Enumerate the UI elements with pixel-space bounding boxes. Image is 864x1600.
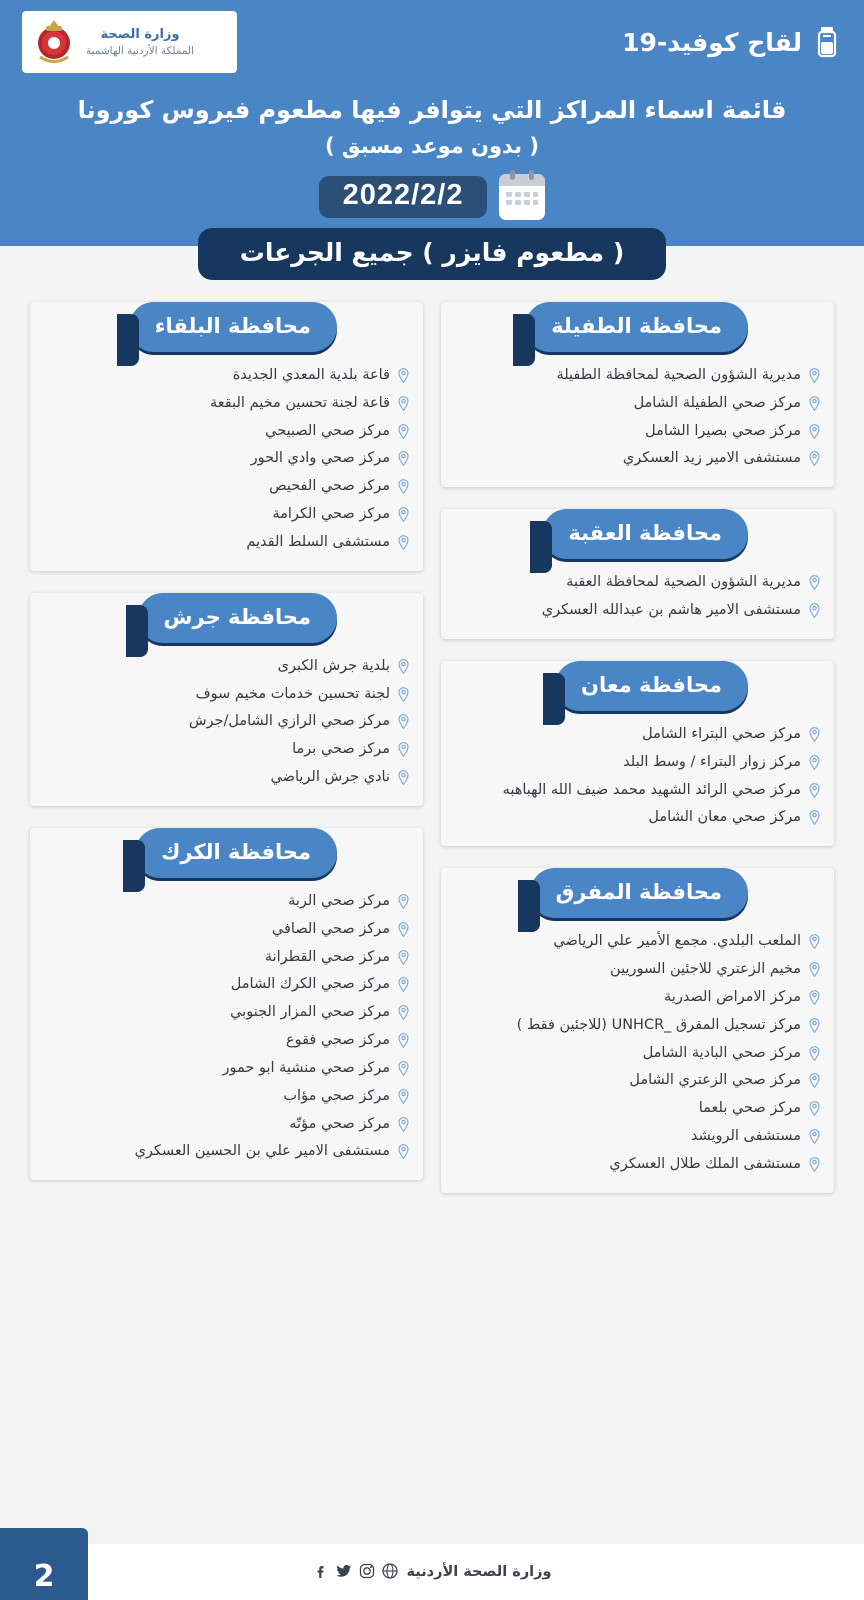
list-item [457,749,820,777]
center-name: قاعة لجنة تحسين مخيم البقعة [210,394,390,411]
center-name: مستشفى السلط القديم [246,533,390,550]
list-item [46,971,409,999]
list-item [46,1055,409,1083]
governorate-card-head [30,818,423,886]
center-name: مخيم الزعتري للاجئين السوريين [610,961,801,978]
governorate-title: محافظة جرش [138,593,337,643]
list-item [46,1083,409,1111]
list-item [46,1138,409,1166]
location-pin-icon [398,1005,409,1020]
center-name: مركز صحي مؤاب [283,1087,390,1104]
facebook-icon[interactable] [313,1563,329,1582]
center-list [441,567,834,625]
location-pin-icon [398,1033,409,1048]
governorate-title: محافظة المفرق [530,868,748,918]
governorate-card [30,828,423,1180]
location-pin-icon [398,1117,409,1132]
location-pin-icon [398,770,409,785]
center-name: لجنة تحسين خدمات مخيم سوف [195,685,390,702]
location-pin-icon [398,368,409,383]
center-name: مركز صحي المزار الجنوبي [230,1004,390,1021]
center-name: مركز صحي الرائد الشهيد محمد ضيف الله الهباهبه [502,781,801,798]
center-name: مركز صحي فقوع [285,1032,390,1049]
list-item [457,569,820,597]
twitter-icon[interactable] [336,1563,352,1582]
center-name: بلدية جرش الكبرى [277,657,390,674]
location-pin-icon [398,894,409,909]
instagram-icon[interactable] [359,1563,375,1582]
list-item [457,1151,820,1179]
center-name: مركز صحي الزعتري الشامل [629,1072,801,1089]
list-item [46,473,409,501]
center-name: مركز صحي بلعما [698,1100,801,1117]
location-pin-icon [809,1073,820,1088]
location-pin-icon [398,396,409,411]
list-item [46,501,409,529]
location-pin-icon [809,1046,820,1061]
center-list [441,360,834,473]
list-item [457,445,820,473]
center-name: مركز صحي معان الشامل [648,809,801,826]
header-title-text: لقاح كوفيد-19 [622,27,802,57]
center-name: مركز صحي الصبيحي [265,422,390,439]
location-pin-icon [809,396,820,411]
governorate-card [30,593,423,806]
globe-icon[interactable] [382,1563,398,1582]
location-pin-icon [809,727,820,742]
location-pin-icon [809,990,820,1005]
location-pin-icon [809,603,820,618]
location-pin-icon [809,368,820,383]
center-list [441,926,834,1178]
location-pin-icon [809,1101,820,1116]
center-name: مركز زوار البتراء / وسط البلد [623,753,801,770]
location-pin-icon [809,1157,820,1172]
governorate-columns [0,280,864,1215]
list-item [457,984,820,1012]
location-pin-icon [809,934,820,949]
list-item [457,721,820,749]
governorate-card [30,302,423,571]
governorate-card-head [441,292,834,360]
list-item [457,956,820,984]
list-item [457,1123,820,1151]
list-item [457,1040,820,1068]
column-left [30,302,423,1202]
center-name: مستشفى الملك طلال العسكري [609,1155,801,1172]
list-item [457,418,820,446]
location-pin-icon [398,714,409,729]
center-name: مركز تسجيل المفرق _UNHCR (للاجئين فقط ) [516,1016,801,1033]
list-item [46,529,409,557]
list-item [46,418,409,446]
governorate-title: محافظة الكرك [135,828,337,878]
list-item [457,390,820,418]
list-item [457,597,820,625]
location-pin-icon [398,451,409,466]
governorate-title: محافظة البلقاء [129,302,337,352]
header-title-group [622,26,842,58]
location-pin-icon [398,1089,409,1104]
center-name: مديرية الشؤون الصحية لمحافظة الطفيلة [556,367,801,383]
location-pin-icon [809,424,820,439]
governorate-card [441,661,834,846]
list-item [46,916,409,944]
governorate-card-head [30,292,423,360]
location-pin-icon [398,922,409,937]
governorate-card-head [441,858,834,926]
center-name: مركز صحي الرازي الشامل/جرش [188,713,390,730]
list-item [46,708,409,736]
social-icons [313,1563,398,1582]
list-item [457,804,820,832]
ministry-line-2: المملكة الأردنية الهاشمية [86,44,195,57]
center-name: مركز صحي الصافي [271,920,390,937]
center-name: مركز صحي البتراء الشامل [642,725,801,742]
list-item [457,1067,820,1095]
ministry-line-1: وزارة الصحة [100,27,180,43]
center-name: مركز صحي الطفيلة الشامل [633,394,801,411]
list-item [46,999,409,1027]
dose-banner-label: ( مطعوم فايزر ) جميع الجرعات [198,228,667,280]
location-pin-icon [398,479,409,494]
dose-banner [0,228,864,280]
list-item [46,445,409,473]
center-name: مركز صحي الكرك الشامل [230,976,390,993]
center-name: مركز صحي الفحيص [269,478,390,495]
title-panel [0,84,864,246]
center-name: مركز صحي البادية الشامل [642,1044,801,1061]
center-name: مركز صحي بصيرا الشامل [645,422,801,439]
governorate-title: محافظة معان [555,661,748,711]
governorate-card-head [441,499,834,567]
governorate-card [441,509,834,639]
list-item [457,928,820,956]
list-item [46,653,409,681]
location-pin-icon [398,535,409,550]
calendar-icon [499,174,545,220]
center-list [30,360,423,557]
ministry-logo-block [22,11,237,73]
center-name: قاعة بلدية المعدي الجديدة [232,367,390,383]
center-name: الملعب البلدي. مجمع الأمير علي الرياضي [553,933,801,950]
center-name: مديرية الشؤون الصحية لمحافظة العقبة [566,574,801,591]
date-badge: 2022/2/2 [319,176,488,218]
center-name: مستشفى الرويشد [690,1128,801,1145]
location-pin-icon [809,783,820,798]
ministry-text [86,26,194,58]
location-pin-icon [398,424,409,439]
list-item [457,1095,820,1123]
center-name: نادي جرش الرياضي [270,769,390,786]
center-name: مركز صحي الكرامة [272,506,390,523]
column-right [441,302,834,1215]
location-pin-icon [809,1018,820,1033]
governorate-card [441,868,834,1192]
center-list [30,651,423,792]
governorate-card-head [30,583,423,651]
page-title: قائمة اسماء المراكز التي يتوافر فيها مطعوم فيروس كورونا [77,96,787,124]
center-name: مركز الامراض الصدرية [664,988,801,1005]
header-bar [0,0,864,84]
location-pin-icon [809,451,820,466]
list-item [457,777,820,805]
vaccine-bottle-icon [812,26,842,58]
list-item [457,362,820,390]
location-pin-icon [809,962,820,977]
list-item [46,390,409,418]
governorate-title: محافظة العقبة [542,509,748,559]
list-item [46,944,409,972]
list-item [46,1027,409,1055]
location-pin-icon [809,575,820,590]
list-item [46,888,409,916]
footer-text: وزارة الصحة الأردنية [406,1564,552,1580]
jordan-emblem-icon [32,17,76,67]
location-pin-icon [809,810,820,825]
list-item [46,681,409,709]
location-pin-icon [809,755,820,770]
footer-bar [0,1544,864,1600]
governorate-title: محافظة الطفيلة [525,302,748,352]
page-subtitle: ( بدون موعد مسبق ) [325,134,539,158]
center-list [441,719,834,832]
list-item [46,1111,409,1139]
location-pin-icon [398,1061,409,1076]
date-row [20,174,844,220]
location-pin-icon [398,950,409,965]
center-name: مستشفى الامير زيد العسكري [622,450,801,467]
center-name: مركز صحي القطرانة [264,948,390,965]
center-name: مركز صحي الربة [288,892,390,909]
governorate-card-head [441,651,834,719]
center-name: مستشفى الامير هاشم بن عبدالله العسكري [541,602,801,619]
location-pin-icon [398,977,409,992]
location-pin-icon [398,659,409,674]
location-pin-icon [398,687,409,702]
page-number-badge: 2 [0,1528,88,1600]
list-item [457,1012,820,1040]
center-name: مركز صحي منشية ابو حمور [222,1059,390,1076]
location-pin-icon [809,1129,820,1144]
location-pin-icon [398,507,409,522]
list-item [46,764,409,792]
center-name: مركز صحي برما [292,741,390,758]
location-pin-icon [398,1144,409,1159]
location-pin-icon [398,742,409,757]
list-item [46,362,409,390]
list-item [46,736,409,764]
governorate-card [441,302,834,487]
center-name: مركز صحي وادي الحور [250,450,390,467]
center-name: مركز صحي مؤتّه [289,1115,390,1132]
center-name: مستشفى الامير علي بن الحسين العسكري [134,1143,390,1160]
center-list [30,886,423,1166]
